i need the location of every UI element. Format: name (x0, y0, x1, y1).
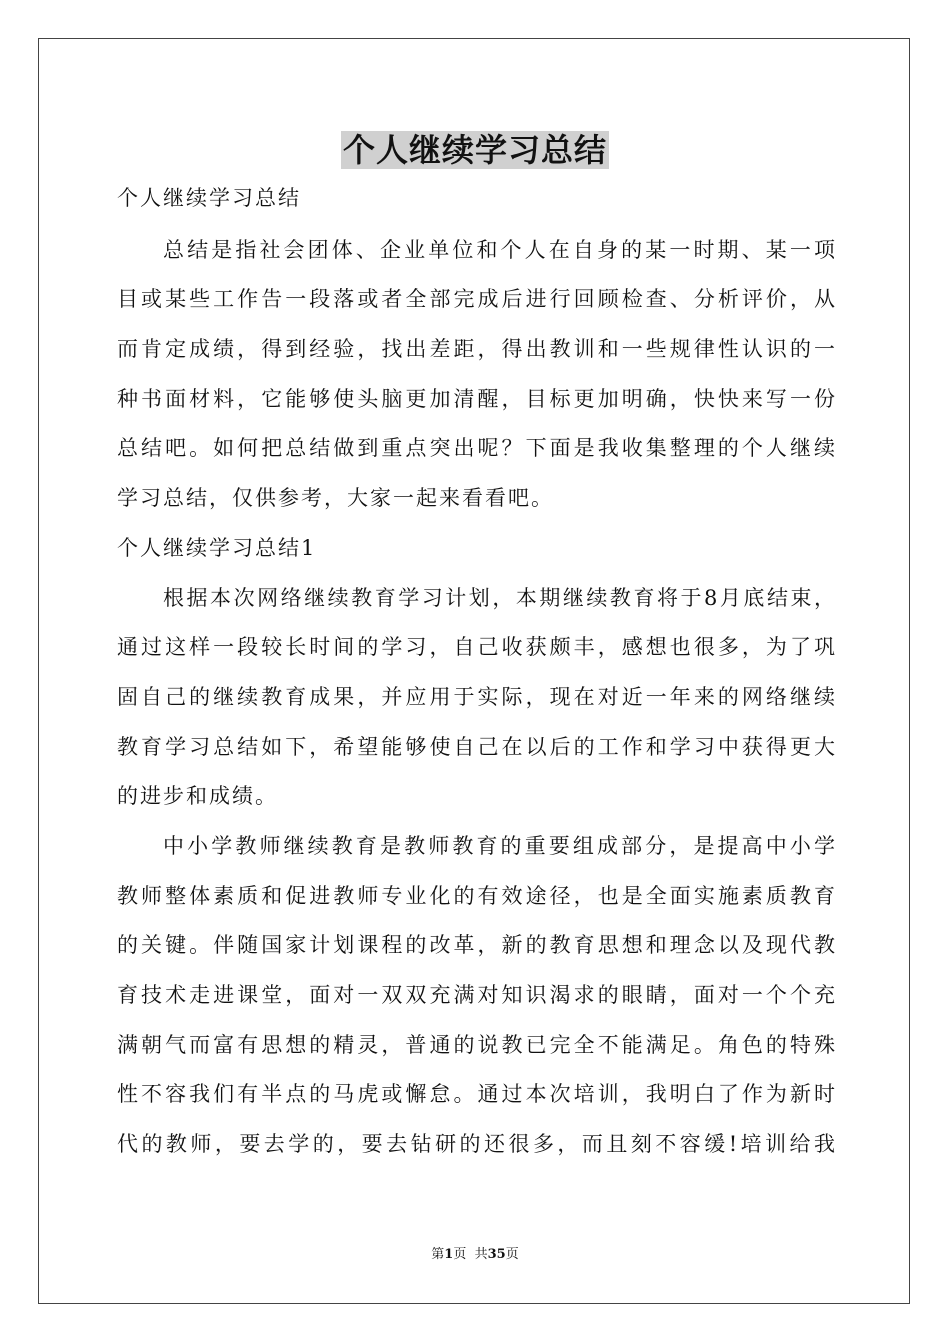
section-heading: 个人继续学习总结 (117, 186, 301, 210)
paragraph-line: 教师整体素质和促进教师专业化的有效途径，也是全面实施素质教育 (117, 884, 837, 908)
document-title-text: 个人继续学习总结 (342, 131, 607, 169)
paragraph-line: 性不容我们有半点的马虎或懈怠。通过本次培训，我明白了作为新时 (117, 1082, 837, 1106)
paragraph-line: 通过这样一段较长时间的学习，自己收获颇丰，感想也很多，为了巩 (117, 635, 837, 659)
paragraph-line: 满朝气而富有思想的精灵，普通的说教已完全不能满足。角色的特殊 (117, 1033, 837, 1057)
paragraph-line: 教育学习总结如下，希望能够使自己在以后的工作和学习中获得更大 (117, 735, 837, 759)
paragraph-line: 育技术走进课堂，面对一双双充满对知识渴求的眼睛，面对一个个充 (117, 983, 837, 1007)
paragraph-line: 中小学教师继续教育是教师教育的重要组成部分，是提高中小学 (163, 834, 837, 858)
footer-prefix: 第 (431, 1247, 445, 1262)
paragraph-line: 总结是指社会团体、企业单位和个人在自身的某一时期、某一项 (163, 238, 837, 262)
paragraph-line: 的关键。伴随国家计划课程的改革，新的教育思想和理念以及现代教 (117, 933, 837, 957)
paragraph-line: 总结吧。如何把总结做到重点突出呢？下面是我收集整理的个人继续 (117, 436, 837, 460)
section-heading: 个人继续学习总结1 (117, 536, 317, 560)
page-border (38, 38, 910, 1304)
footer-mid: 页 共 (453, 1247, 488, 1262)
paragraph-line: 根据本次网络继续教育学习计划，本期继续教育将于8月底结束， (163, 586, 837, 610)
paragraph-line: 而肯定成绩，得到经验，找出差距，得出教训和一些规律性认识的一 (117, 337, 837, 361)
page-footer (0, 1246, 950, 1264)
paragraph-line: 代的教师，要去学的，要去钻研的还很多，而且刻不容缓!培训给我 (117, 1132, 837, 1156)
paragraph-line: 的进步和成绩。 (117, 784, 278, 808)
paragraph-line: 固自己的继续教育成果，并应用于实际，现在对近一年来的网络继续 (117, 685, 837, 709)
document-title (0, 128, 950, 172)
total-pages-number: 35 (487, 1247, 506, 1262)
footer-suffix: 页 (505, 1247, 519, 1262)
current-page-number: 1 (444, 1247, 454, 1262)
paragraph-line: 学习总结，仅供参考，大家一起来看看吧。 (117, 486, 554, 510)
paragraph-line: 种书面材料，它能够使头脑更加清醒，目标更加明确，快快来写一份 (117, 387, 837, 411)
paragraph-line: 目或某些工作告一段落或者全部完成后进行回顾检查、分析评价，从 (117, 287, 837, 311)
